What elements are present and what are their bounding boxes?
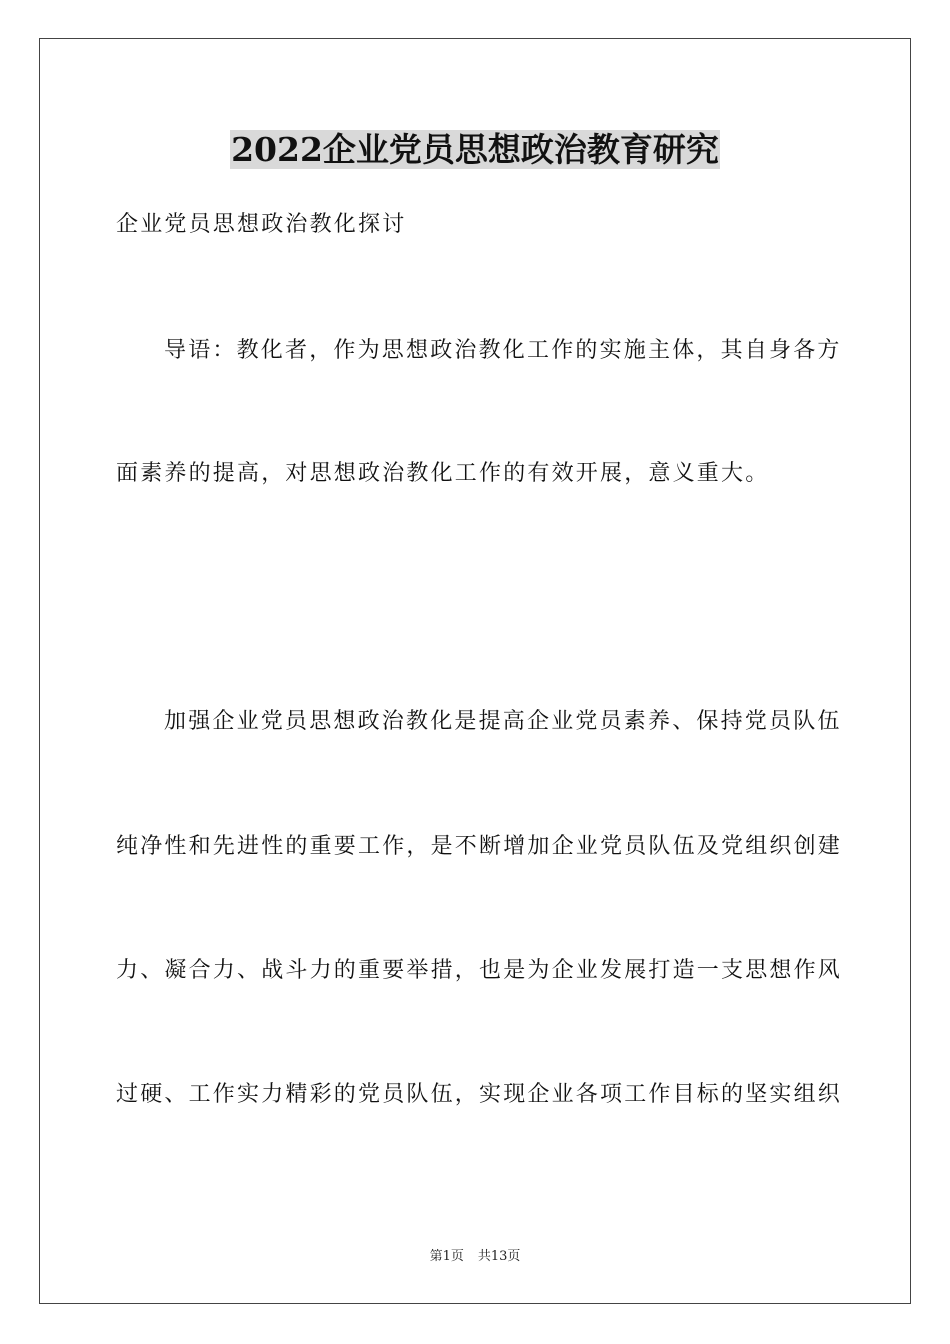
document-subtitle: 企业党员思想政治教化探讨 (116, 212, 407, 237)
body-line-1: 加强企业党员思想政治教化是提高企业党员素养、保持党员队伍 (164, 709, 842, 734)
page-number-total: 共13页 (477, 1249, 521, 1264)
body-line-2: 纯净性和先进性的重要工作，是不断增加企业党员队伍及党组织创建 (116, 834, 843, 859)
intro-line-1: 导语：教化者，作为思想政治教化工作的实施主体，其自身各方 (164, 338, 842, 363)
page-number-current: 第1页 (429, 1249, 464, 1264)
intro-line-2: 面素养的提高，对思想政治教化工作的有效开展，意义重大。 (116, 461, 770, 486)
body-line-4: 过硬、工作实力精彩的党员队伍，实现企业各项工作目标的坚实组织 (116, 1082, 843, 1107)
body-line-3: 力、凝合力、战斗力的重要举措，也是为企业发展打造一支思想作风 (116, 958, 843, 983)
document-title (0, 126, 950, 174)
page-footer (0, 1248, 950, 1266)
document-title-text: 2022企业党员思想政治教育研究 (231, 130, 719, 169)
